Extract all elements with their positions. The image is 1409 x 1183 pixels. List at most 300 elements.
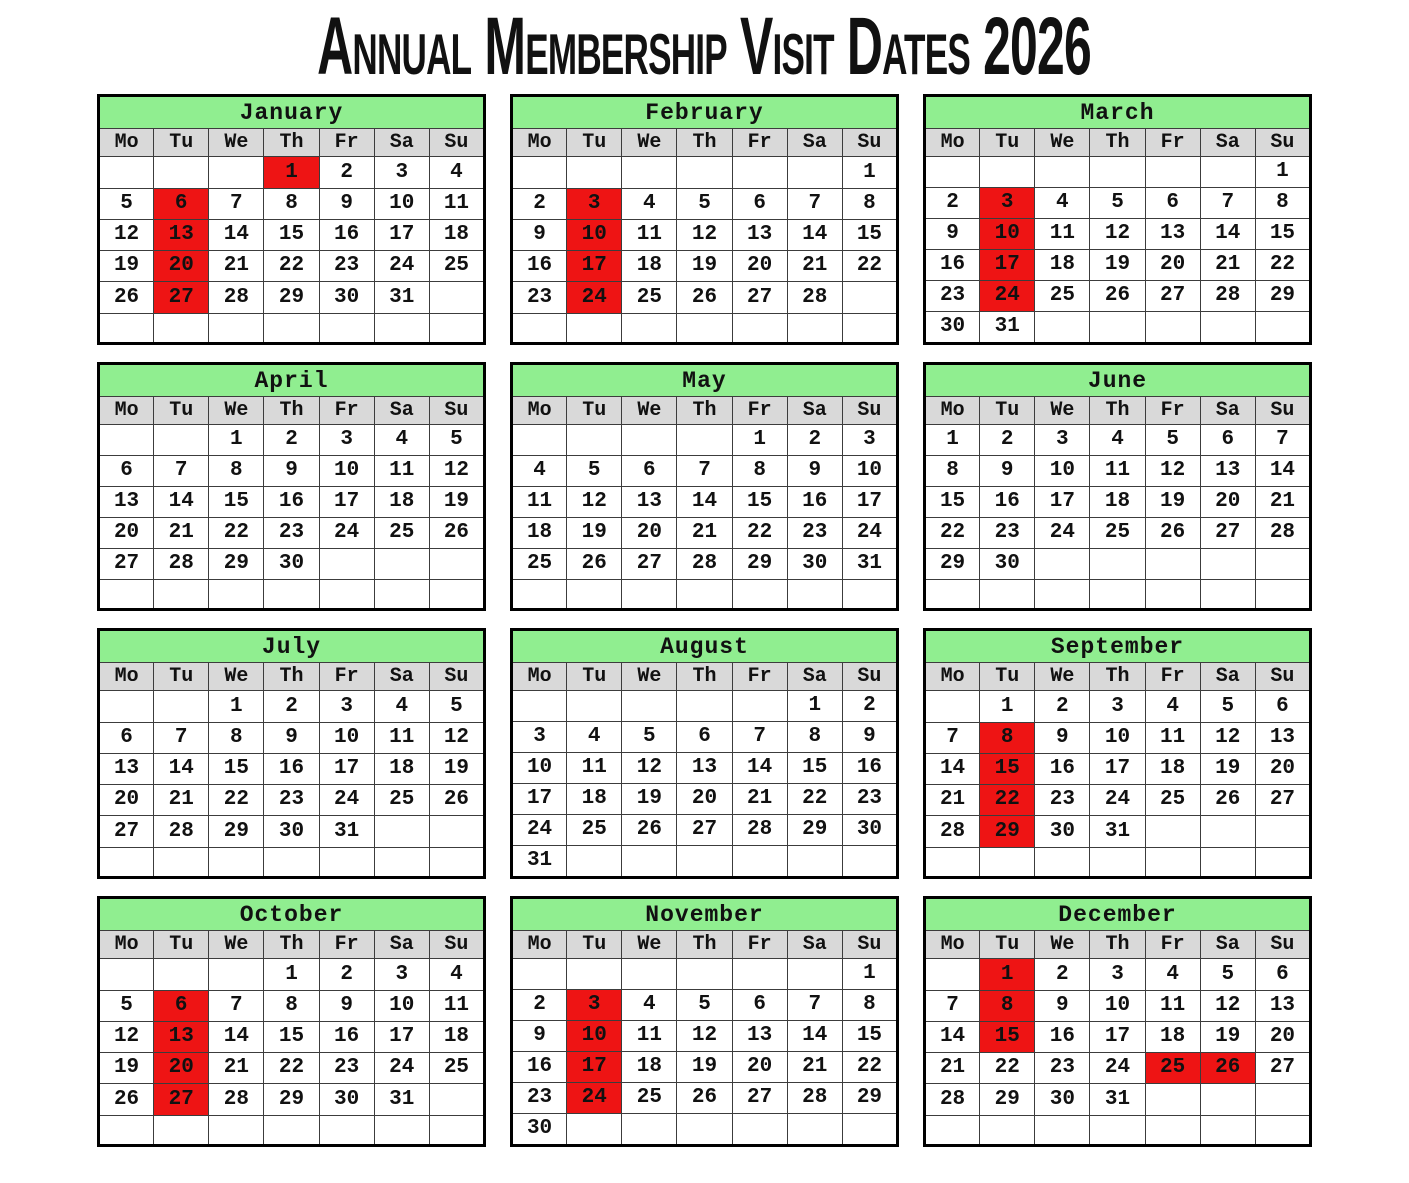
empty-date-cell [567, 425, 622, 456]
date-cell: 3 [512, 722, 567, 753]
date-cell: 24 [1090, 785, 1145, 816]
empty-date-cell [787, 313, 842, 343]
date-cell: 31 [319, 816, 374, 847]
empty-date-cell [1255, 847, 1310, 877]
day-header-su: Su [842, 397, 897, 425]
empty-date-cell [512, 580, 567, 610]
date-cell: 19 [429, 753, 484, 784]
date-cell: 25 [512, 549, 567, 580]
highlighted-date-cell: 29 [980, 816, 1035, 847]
date-cell: 23 [842, 784, 897, 815]
day-header-mo: Mo [99, 397, 154, 425]
highlighted-date-cell: 15 [980, 1021, 1035, 1052]
date-cell: 25 [622, 282, 677, 313]
month-calendar-september [923, 628, 1312, 879]
date-cell: 16 [512, 251, 567, 282]
calendar-grid [0, 92, 1409, 1147]
empty-date-cell [264, 1115, 319, 1145]
week-row [512, 549, 898, 580]
day-header-su: Su [842, 931, 897, 959]
week-row [99, 959, 485, 990]
day-header-th: Th [264, 663, 319, 691]
day-header-th: Th [264, 129, 319, 157]
date-cell: 9 [925, 219, 980, 250]
date-cell: 19 [99, 1053, 154, 1084]
month-calendar-october [97, 896, 486, 1147]
day-header-sa: Sa [1200, 931, 1255, 959]
date-cell: 31 [374, 282, 429, 313]
date-cell: 28 [154, 816, 209, 847]
date-cell: 14 [787, 1021, 842, 1052]
week-row [99, 1053, 485, 1084]
empty-date-cell [787, 959, 842, 990]
date-cell: 18 [374, 487, 429, 518]
empty-date-cell [567, 157, 622, 188]
month-calendar-august [510, 628, 899, 879]
empty-date-cell [1035, 549, 1090, 580]
date-cell: 6 [1255, 959, 1310, 990]
day-header-mo: Mo [925, 931, 980, 959]
date-cell: 16 [925, 250, 980, 281]
date-cell: 6 [622, 456, 677, 487]
date-cell: 3 [319, 425, 374, 456]
empty-date-cell [319, 1115, 374, 1145]
date-cell: 24 [1035, 518, 1090, 549]
empty-date-cell [622, 313, 677, 343]
date-cell: 7 [1200, 188, 1255, 219]
date-cell: 23 [264, 785, 319, 816]
empty-date-cell [925, 580, 980, 610]
empty-date-cell [1200, 816, 1255, 847]
highlighted-date-cell: 3 [980, 188, 1035, 219]
empty-date-cell [99, 847, 154, 877]
date-cell: 11 [1145, 722, 1200, 753]
date-cell: 26 [567, 549, 622, 580]
empty-date-cell [1090, 847, 1145, 877]
date-cell: 1 [209, 425, 264, 456]
date-cell: 23 [319, 1053, 374, 1084]
empty-date-cell [787, 846, 842, 878]
date-cell: 26 [1200, 785, 1255, 816]
date-cell: 19 [622, 784, 677, 815]
date-cell: 25 [374, 785, 429, 816]
day-header-we: We [622, 931, 677, 959]
date-cell: 6 [1200, 425, 1255, 456]
date-cell: 11 [374, 722, 429, 753]
date-cell: 1 [1255, 157, 1310, 188]
month-calendar-may [510, 362, 899, 611]
week-row [512, 1083, 898, 1114]
empty-date-cell [154, 959, 209, 990]
empty-date-cell [925, 157, 980, 188]
highlighted-date-cell: 3 [567, 188, 622, 219]
empty-date-cell [1255, 816, 1310, 847]
week-row [925, 580, 1311, 610]
day-header-fr: Fr [732, 663, 787, 691]
empty-date-cell [677, 846, 732, 878]
week-row [925, 425, 1311, 456]
empty-date-cell [512, 959, 567, 990]
empty-date-cell [154, 425, 209, 456]
day-header-su: Su [429, 663, 484, 691]
date-cell: 26 [677, 1083, 732, 1114]
day-header-we: We [622, 397, 677, 425]
date-cell: 12 [99, 219, 154, 250]
date-cell: 28 [1255, 518, 1310, 549]
empty-date-cell [787, 580, 842, 610]
date-cell: 27 [732, 1083, 787, 1114]
week-row [512, 157, 898, 188]
date-cell: 6 [1255, 691, 1310, 722]
empty-date-cell [1200, 549, 1255, 580]
day-header-fr: Fr [1145, 397, 1200, 425]
date-cell: 12 [1200, 722, 1255, 753]
date-cell: 1 [264, 959, 319, 990]
date-cell: 28 [732, 815, 787, 846]
day-header-sa: Sa [787, 663, 842, 691]
month-calendar-november [510, 896, 899, 1147]
date-cell: 29 [842, 1083, 897, 1114]
day-header-th: Th [1090, 397, 1145, 425]
date-cell: 22 [787, 784, 842, 815]
date-cell: 13 [1255, 722, 1310, 753]
date-cell: 15 [842, 219, 897, 250]
week-row [512, 815, 898, 846]
date-cell: 17 [1035, 487, 1090, 518]
date-cell: 3 [374, 157, 429, 188]
date-cell: 22 [732, 518, 787, 549]
date-cell: 1 [925, 425, 980, 456]
month-title-row [925, 96, 1311, 129]
day-header-su: Su [429, 129, 484, 157]
day-header-row [925, 663, 1311, 691]
empty-date-cell [980, 157, 1035, 188]
month-header: December [925, 898, 1311, 931]
month-calendar-april [97, 362, 486, 611]
month-header: September [925, 630, 1311, 663]
date-cell: 14 [1255, 456, 1310, 487]
date-cell: 16 [787, 487, 842, 518]
date-cell: 6 [99, 722, 154, 753]
week-row [512, 188, 898, 219]
date-cell: 14 [925, 1021, 980, 1052]
empty-date-cell [374, 1115, 429, 1145]
week-row [99, 518, 485, 549]
empty-date-cell [209, 959, 264, 990]
date-cell: 12 [622, 753, 677, 784]
highlighted-date-cell: 25 [1145, 1053, 1200, 1084]
empty-date-cell [622, 580, 677, 610]
date-cell: 17 [374, 219, 429, 250]
date-cell: 25 [1035, 281, 1090, 312]
date-cell: 26 [1145, 518, 1200, 549]
day-header-row [99, 397, 485, 425]
empty-date-cell [1035, 580, 1090, 610]
day-header-sa: Sa [374, 931, 429, 959]
empty-date-cell [677, 691, 732, 722]
date-cell: 15 [209, 487, 264, 518]
date-cell: 13 [99, 487, 154, 518]
empty-date-cell [429, 282, 484, 313]
empty-date-cell [99, 959, 154, 990]
date-cell: 27 [622, 549, 677, 580]
day-header-th: Th [1090, 663, 1145, 691]
date-cell: 17 [319, 753, 374, 784]
month-title-row [512, 898, 898, 931]
day-header-fr: Fr [732, 397, 787, 425]
date-cell: 19 [677, 251, 732, 282]
date-cell: 16 [264, 753, 319, 784]
day-header-row [99, 931, 485, 959]
date-cell: 2 [319, 157, 374, 188]
date-cell: 13 [1200, 456, 1255, 487]
empty-date-cell [732, 959, 787, 990]
week-row [925, 753, 1311, 784]
date-cell: 6 [732, 990, 787, 1021]
date-cell: 9 [319, 990, 374, 1021]
day-header-fr: Fr [319, 663, 374, 691]
page-title: Annual Membership Visit Dates 2026 [317, 0, 1092, 93]
highlighted-date-cell: 24 [567, 282, 622, 313]
date-cell: 9 [787, 456, 842, 487]
date-cell: 27 [99, 816, 154, 847]
empty-date-cell [429, 1115, 484, 1145]
week-row [512, 282, 898, 313]
date-cell: 7 [787, 990, 842, 1021]
empty-date-cell [567, 313, 622, 343]
empty-date-cell [567, 691, 622, 722]
empty-date-cell [374, 549, 429, 580]
date-cell: 12 [99, 1021, 154, 1052]
week-row [99, 282, 485, 313]
date-cell: 1 [209, 691, 264, 722]
day-header-row [512, 397, 898, 425]
date-cell: 28 [677, 549, 732, 580]
empty-date-cell [512, 691, 567, 722]
week-row [99, 580, 485, 610]
date-cell: 22 [842, 1052, 897, 1083]
highlighted-date-cell: 8 [980, 990, 1035, 1021]
date-cell: 23 [319, 251, 374, 282]
highlighted-date-cell: 10 [980, 219, 1035, 250]
date-cell: 13 [622, 487, 677, 518]
date-cell: 24 [319, 785, 374, 816]
day-header-row [99, 129, 485, 157]
empty-date-cell [732, 691, 787, 722]
empty-date-cell [429, 847, 484, 877]
date-cell: 21 [787, 1052, 842, 1083]
day-header-mo: Mo [925, 129, 980, 157]
date-cell: 20 [99, 518, 154, 549]
month-title-row [512, 630, 898, 663]
empty-date-cell [209, 313, 264, 343]
month-header: November [512, 898, 898, 931]
date-cell: 11 [567, 753, 622, 784]
date-cell: 4 [1090, 425, 1145, 456]
date-cell: 4 [1145, 959, 1200, 990]
date-cell: 11 [429, 990, 484, 1021]
highlighted-date-cell: 15 [980, 753, 1035, 784]
date-cell: 4 [429, 157, 484, 188]
empty-date-cell [925, 959, 980, 990]
empty-date-cell [154, 1115, 209, 1145]
day-header-su: Su [842, 663, 897, 691]
empty-date-cell [374, 580, 429, 610]
week-row [925, 487, 1311, 518]
date-cell: 30 [925, 312, 980, 344]
date-cell: 16 [319, 1021, 374, 1052]
highlighted-date-cell: 13 [154, 1021, 209, 1052]
week-row [512, 1114, 898, 1146]
date-cell: 25 [1090, 518, 1145, 549]
highlighted-date-cell: 1 [980, 959, 1035, 990]
day-header-fr: Fr [1145, 663, 1200, 691]
week-row [925, 691, 1311, 722]
highlighted-date-cell: 24 [567, 1083, 622, 1114]
day-header-row [925, 397, 1311, 425]
day-header-sa: Sa [787, 129, 842, 157]
date-cell: 25 [429, 1053, 484, 1084]
date-cell: 4 [429, 959, 484, 990]
date-cell: 22 [209, 785, 264, 816]
day-header-tu: Tu [567, 129, 622, 157]
date-cell: 9 [264, 456, 319, 487]
date-cell: 3 [842, 425, 897, 456]
date-cell: 28 [925, 1084, 980, 1115]
day-header-sa: Sa [374, 397, 429, 425]
date-cell: 12 [677, 219, 732, 250]
date-cell: 10 [374, 990, 429, 1021]
empty-date-cell [512, 313, 567, 343]
day-header-we: We [622, 663, 677, 691]
month-title-row [925, 898, 1311, 931]
date-cell: 6 [99, 456, 154, 487]
day-header-we: We [1035, 397, 1090, 425]
date-cell: 11 [512, 487, 567, 518]
date-cell: 2 [980, 425, 1035, 456]
empty-date-cell [209, 1115, 264, 1145]
date-cell: 29 [787, 815, 842, 846]
highlighted-date-cell: 6 [154, 990, 209, 1021]
empty-date-cell [787, 157, 842, 188]
empty-date-cell [429, 313, 484, 343]
week-row [925, 250, 1311, 281]
date-cell: 9 [1035, 990, 1090, 1021]
date-cell: 8 [1255, 188, 1310, 219]
empty-date-cell [1145, 580, 1200, 610]
week-row [925, 456, 1311, 487]
date-cell: 17 [1090, 1021, 1145, 1052]
empty-date-cell [677, 959, 732, 990]
highlighted-date-cell: 27 [154, 282, 209, 313]
date-cell: 26 [1090, 281, 1145, 312]
date-cell: 30 [1035, 1084, 1090, 1115]
date-cell: 5 [677, 990, 732, 1021]
week-row [925, 312, 1311, 344]
month-header: March [925, 96, 1311, 129]
date-cell: 28 [925, 816, 980, 847]
date-cell: 18 [374, 753, 429, 784]
date-cell: 12 [1090, 219, 1145, 250]
date-cell: 15 [787, 753, 842, 784]
highlighted-date-cell: 10 [567, 219, 622, 250]
date-cell: 12 [567, 487, 622, 518]
day-header-mo: Mo [925, 663, 980, 691]
week-row [99, 1084, 485, 1115]
day-header-tu: Tu [980, 931, 1035, 959]
date-cell: 29 [209, 549, 264, 580]
date-cell: 19 [567, 518, 622, 549]
date-cell: 5 [1090, 188, 1145, 219]
date-cell: 18 [567, 784, 622, 815]
week-row [99, 785, 485, 816]
day-header-th: Th [264, 931, 319, 959]
empty-date-cell [677, 1114, 732, 1146]
date-cell: 21 [787, 251, 842, 282]
week-row [925, 1084, 1311, 1115]
day-header-su: Su [1255, 931, 1310, 959]
date-cell: 28 [787, 1083, 842, 1114]
empty-date-cell [732, 313, 787, 343]
empty-date-cell [622, 959, 677, 990]
date-cell: 30 [264, 816, 319, 847]
month-calendar-january [97, 94, 486, 345]
date-cell: 17 [319, 487, 374, 518]
week-row [925, 1021, 1311, 1052]
date-cell: 3 [1090, 959, 1145, 990]
empty-date-cell [264, 847, 319, 877]
date-cell: 10 [512, 753, 567, 784]
highlighted-date-cell: 1 [264, 157, 319, 188]
date-cell: 5 [429, 691, 484, 722]
day-header-mo: Mo [512, 129, 567, 157]
date-cell: 31 [512, 846, 567, 878]
date-cell: 5 [677, 188, 732, 219]
date-cell: 29 [732, 549, 787, 580]
date-cell: 18 [1145, 1021, 1200, 1052]
date-cell: 19 [99, 251, 154, 282]
week-row [99, 188, 485, 219]
date-cell: 30 [842, 815, 897, 846]
empty-date-cell [319, 580, 374, 610]
date-cell: 7 [1255, 425, 1310, 456]
date-cell: 26 [677, 282, 732, 313]
date-cell: 9 [1035, 722, 1090, 753]
empty-date-cell [1200, 1115, 1255, 1145]
date-cell: 29 [925, 549, 980, 580]
date-cell: 12 [429, 722, 484, 753]
date-cell: 11 [1145, 990, 1200, 1021]
empty-date-cell [787, 1114, 842, 1146]
week-row [925, 1053, 1311, 1084]
page-header [0, 0, 1409, 92]
week-row [99, 251, 485, 282]
date-cell: 25 [622, 1083, 677, 1114]
month-title-row [99, 364, 485, 397]
date-cell: 16 [512, 1052, 567, 1083]
week-row [512, 313, 898, 343]
empty-date-cell [567, 846, 622, 878]
date-cell: 25 [374, 518, 429, 549]
date-cell: 2 [319, 959, 374, 990]
date-cell: 20 [1255, 753, 1310, 784]
week-row [512, 219, 898, 250]
date-cell: 4 [374, 425, 429, 456]
empty-date-cell [1090, 549, 1145, 580]
empty-date-cell [374, 816, 429, 847]
date-cell: 1 [732, 425, 787, 456]
week-row [99, 219, 485, 250]
